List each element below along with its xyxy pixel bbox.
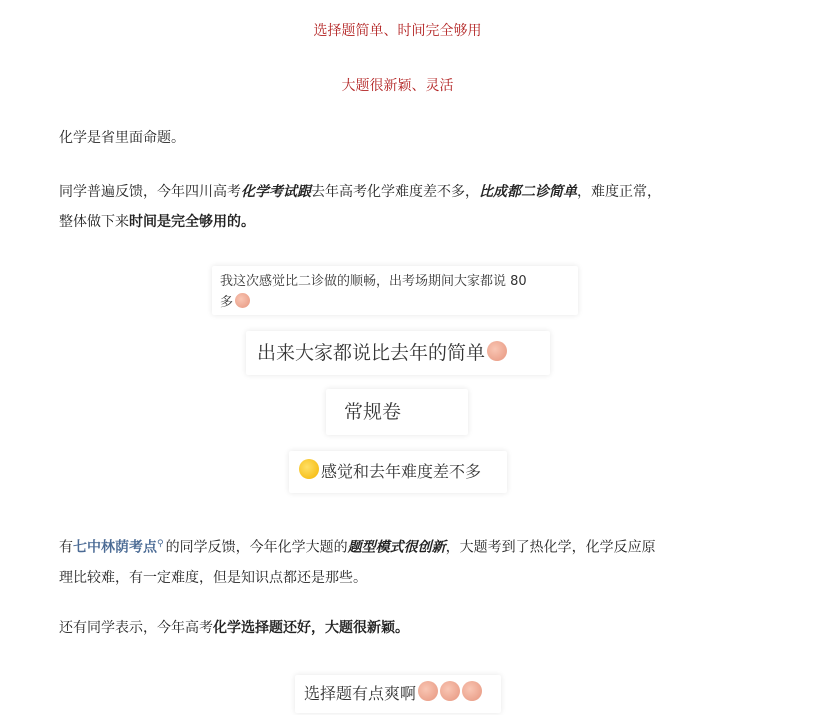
quote-bubble-1 [212,266,578,315]
grinning-face-emoji-icon [299,459,319,479]
paragraph-1: 化学是省里面命题。 [59,130,185,146]
text: 同学普遍反馈，今年四川高考 [59,184,241,200]
paragraph-4 [59,613,739,643]
bubble-text: 感觉和去年难度差不多 [321,462,482,481]
emphasis-text: 化学考试跟 [241,184,311,200]
bold-text: 时间是完全够用的。 [129,214,255,230]
emphasis-text: 比成都二诊简单 [479,184,577,200]
bubble-text: 选择题有点爽啊 [304,684,417,703]
text: 有 [59,539,73,556]
text: 的同学反馈，今年化学大题的 [165,539,348,556]
text: 理比较难，有一定难度，但是知识点都还是那些。 [59,569,367,586]
text: 去年高考化学难度差不多， [311,184,479,200]
bubble-text: 常规卷 [344,401,402,423]
quote-bubble-3 [326,389,468,435]
bubble-text: 我这次感觉比二诊做的顺畅，出考场期间大家都说 80 [220,274,527,289]
bold-text: 化学选择题还好，大题很新颖。 [213,620,409,636]
paragraph-3 [59,529,739,593]
highlight-heading-1: 选择题简单、时间完全够用 [313,23,482,39]
text: ，大题考到了热化学，化学反应原 [445,539,656,556]
text: 整体做下来 [59,214,129,230]
quote-bubble-2 [246,331,550,375]
crying-face-emoji-icon [487,341,507,361]
text: ，难度正常， [577,184,661,200]
crying-face-emoji-icon [440,681,460,701]
bubble-text: 多 [220,295,234,310]
quote-bubble-5 [295,675,501,713]
crying-face-emoji-icon [462,681,482,701]
search-icon[interactable]: ⚲ [157,539,164,549]
quote-bubble-4 [289,451,507,493]
text: 还有同学表示，今年高考 [59,620,213,636]
highlight-heading-2: 大题很新颖、灵活 [341,78,454,94]
crying-face-emoji-icon [418,681,438,701]
bubble-text: 出来大家都说比去年的简单 [257,342,486,364]
emphasis-text: 题型模式很创新 [347,539,446,556]
exam-site-link[interactable]: 七中林荫考点 [73,539,157,556]
crying-face-emoji-icon [235,293,250,308]
paragraph-2 [59,177,739,237]
